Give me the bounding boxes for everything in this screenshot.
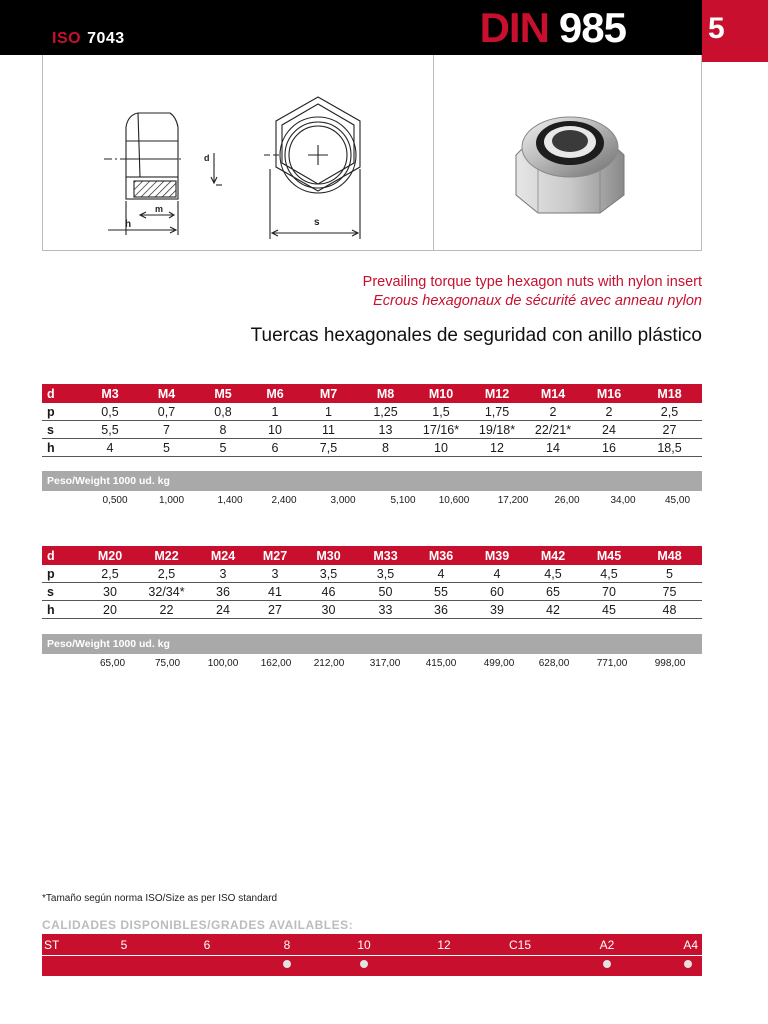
table-cell: 75 [637,583,702,601]
table-cell: 12 [469,439,525,457]
header-cell: M3 [82,384,138,403]
header-cell: M36 [413,546,469,565]
din-standard [480,6,626,50]
table-cell: 36 [413,601,469,619]
table-cell: 3,5 [299,565,358,583]
weight-value: 17,200 [497,495,529,506]
table-cell: 4 [82,439,138,457]
table-cell: 50 [358,583,413,601]
table-cell: 0,5 [82,403,138,421]
table-cell: 48 [637,601,702,619]
spec-table-1 [42,384,702,457]
page-number-tab [702,0,768,62]
header-cell: M48 [637,546,702,565]
table-cell: 33 [358,601,413,619]
weight-value: 1,400 [217,495,243,506]
table-cell: h [42,601,82,619]
iso-number: 7043 [87,30,125,47]
footnote: *Tamaño según norma ISO/Size as per ISO standard [42,893,278,904]
header-cell: M33 [358,546,413,565]
weight-value: 3,000 [330,495,356,506]
table-cell: 8 [358,439,413,457]
table-cell: 7,5 [299,439,358,457]
grades-label: CALIDADES DISPONIBLES/GRADES AVAILABLES: [42,918,354,932]
grade-label: ST [44,938,60,952]
top-view [211,97,360,239]
table-cell: 22 [138,601,195,619]
header-cell: M30 [299,546,358,565]
grade-label: 8 [283,938,291,952]
header-cell: M5 [195,384,251,403]
table-cell: s [42,421,82,439]
weight-value: 75,00 [154,658,181,669]
weight-spacer [42,658,82,669]
din-number: 985 [558,4,626,51]
page-number: 5 [708,12,725,45]
dimension-d-label: d [204,153,210,163]
table-cell: p [42,403,82,421]
weight-value: 100,00 [207,658,239,669]
table-cell: 2 [581,403,637,421]
grade-available-dot [684,960,692,968]
table-cell: 6 [251,439,299,457]
header-cell: M27 [251,546,299,565]
table-cell: 5 [637,565,702,583]
table-cell: 8 [195,421,251,439]
weight-row-1 [42,495,702,506]
table-cell: 14 [525,439,581,457]
table-row [42,403,702,421]
header-cell: d [42,384,82,403]
header-cell: M6 [251,384,299,403]
table-cell: 1,5 [413,403,469,421]
table-cell: 13 [358,421,413,439]
table-cell: 32/34* [138,583,195,601]
weight-value: 1,000 [158,495,185,506]
table-cell: 17/16* [413,421,469,439]
grade-label: C15 [508,938,532,952]
table-cell: 5,5 [82,421,138,439]
weight-value: 10,600 [438,495,470,506]
table-cell: p [42,565,82,583]
technical-drawing [42,55,434,251]
weight-value: 2,400 [271,495,297,506]
table-cell: 10 [413,439,469,457]
grade-available-dot [283,960,291,968]
table-cell: 41 [251,583,299,601]
iso-prefix: ISO [52,30,82,47]
weight-value: 317,00 [369,658,401,669]
header-cell: M18 [637,384,702,403]
grade-label: 5 [120,938,128,952]
header-cell: M20 [82,546,138,565]
table-cell: 4,5 [525,565,581,583]
table-cell: 36 [195,583,251,601]
weight-value: 45,00 [664,495,691,506]
grade-label: A4 [683,938,698,952]
table-cell: s [42,583,82,601]
weight-value: 0,500 [102,495,128,506]
table-row [42,565,702,583]
table-cell: 30 [82,583,138,601]
table-row [42,601,702,619]
weight-row-2 [42,658,702,669]
header-cell: M22 [138,546,195,565]
table-cell: 1 [299,403,358,421]
dimension-h-label: h [125,219,132,230]
weight-label-bar: Peso/Weight 1000 ud. kg [42,471,702,491]
weight-value: 499,00 [483,658,515,669]
weight-value: 34,00 [610,495,636,506]
grades-bar [42,934,702,976]
table-cell: 60 [469,583,525,601]
weight-value: 65,00 [99,658,126,669]
table-cell: 39 [469,601,525,619]
header-cell: M12 [469,384,525,403]
table-cell: 70 [581,583,637,601]
iso-standard [52,30,125,48]
table-cell: 20 [82,601,138,619]
header-cell: M45 [581,546,637,565]
nut-photo [434,55,702,251]
table-cell: 0,8 [195,403,251,421]
table-cell: 1,25 [358,403,413,421]
table-cell: 45 [581,601,637,619]
weight-value: 771,00 [596,658,628,669]
table-cell: 4 [469,565,525,583]
header-cell: M16 [581,384,637,403]
header-cell: M7 [299,384,358,403]
weight-label-bar: Peso/Weight 1000 ud. kg [42,634,702,654]
weight-value: 628,00 [538,658,570,669]
table-cell: 0,7 [138,403,195,421]
table-cell: 5 [138,439,195,457]
table-cell: 4 [413,565,469,583]
header-cell: M39 [469,546,525,565]
table-cell: 18,5 [637,439,702,457]
grade-label: A2 [599,938,615,952]
weight-value: 415,00 [425,658,457,669]
header-cell: M8 [358,384,413,403]
header-cell: M4 [138,384,195,403]
table-cell: 3,5 [358,565,413,583]
spec-table-2 [42,546,702,619]
header-cell: M10 [413,384,469,403]
weight-value: 162,00 [260,658,292,669]
din-prefix: DIN [479,4,549,51]
table-cell: 24 [195,601,251,619]
table-row [42,421,702,439]
grade-label: 10 [357,938,371,952]
header-cell: d [42,546,82,565]
grade-available-dot [603,960,611,968]
table-cell: 27 [251,601,299,619]
weight-value: 5,100 [390,495,416,506]
weight-value: 26,00 [554,495,580,506]
table-cell: 2,5 [82,565,138,583]
table-cell: 1 [251,403,299,421]
table-cell: 27 [637,421,702,439]
table-cell: 3 [251,565,299,583]
table-cell: 10 [251,421,299,439]
header-cell: M42 [525,546,581,565]
weight-spacer [42,495,82,506]
title-spanish: Tuercas hexagonales de seguridad con anillo plástico [250,325,702,346]
table-cell: 1,75 [469,403,525,421]
table-cell: 2 [525,403,581,421]
side-view [104,113,184,235]
weight-value: 998,00 [654,658,686,669]
header-cell: M24 [195,546,251,565]
grade-available-dot [360,960,368,968]
table-cell: 46 [299,583,358,601]
table-cell: 3 [195,565,251,583]
dimension-s-label: s [314,217,320,228]
table-cell: h [42,439,82,457]
table-row [42,583,702,601]
header-cell: M14 [525,384,581,403]
table-header-row [42,384,702,403]
table-cell: 2,5 [138,565,195,583]
table-cell: 19/18* [469,421,525,439]
title-english: Prevailing torque type hexagon nuts with nylon insert [362,274,702,290]
table-row [42,439,702,457]
table-cell: 55 [413,583,469,601]
table-cell: 30 [299,601,358,619]
table-cell: 22/21* [525,421,581,439]
table-cell: 65 [525,583,581,601]
table-header-row [42,546,702,565]
grade-label: 12 [437,938,451,952]
grades-divider [42,955,702,956]
dimension-m-label: m [155,204,164,214]
grade-label: 6 [203,938,211,952]
header-bar [0,0,702,55]
table-cell: 7 [138,421,195,439]
table-cell: 16 [581,439,637,457]
table-cell: 4,5 [581,565,637,583]
weight-value: 212,00 [313,658,345,669]
table-cell: 11 [299,421,358,439]
table-cell: 5 [195,439,251,457]
table-cell: 2,5 [637,403,702,421]
title-french: Ecrous hexagonaux de sécurité avec anneau nylon [373,293,702,309]
table-cell: 42 [525,601,581,619]
table-cell: 24 [581,421,637,439]
